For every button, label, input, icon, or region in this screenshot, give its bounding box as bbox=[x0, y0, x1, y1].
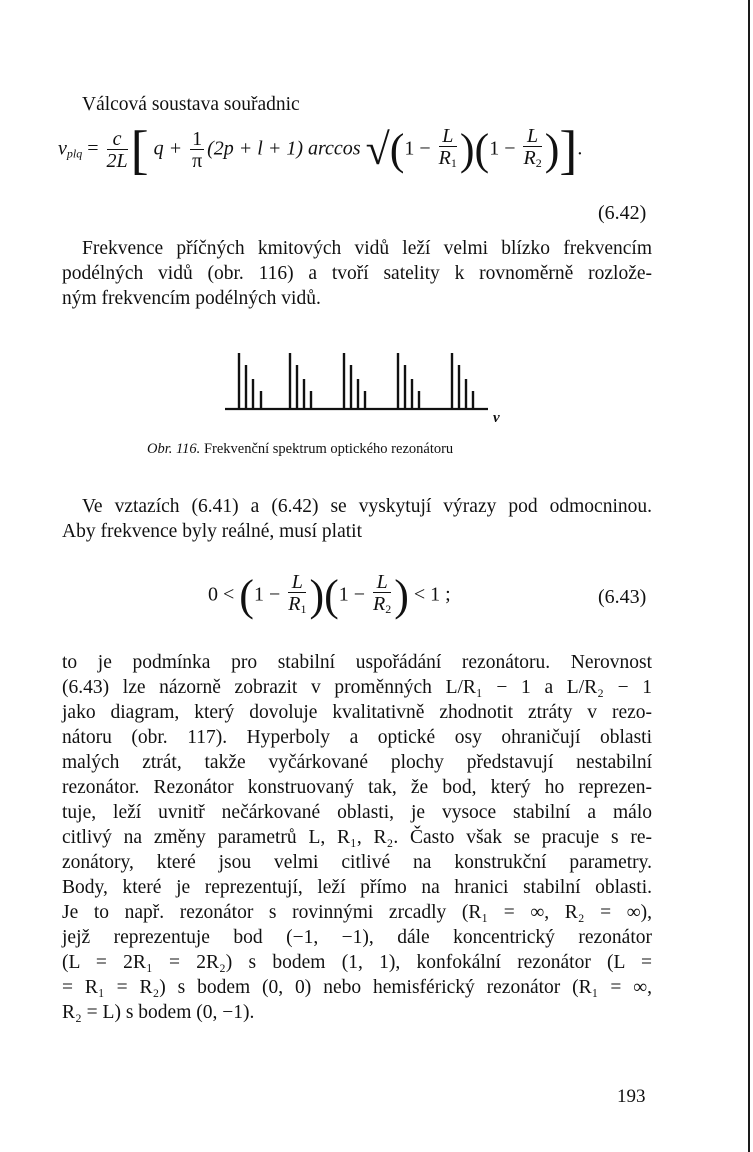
eq-mid-term: (2p + l + 1) arccos bbox=[207, 137, 361, 160]
fraction-1-over-pi bbox=[190, 129, 204, 172]
text-line: Je to např. rezonátor s rovinnými zrcadly (R₁ = ∞, R₂ = ∞), bbox=[62, 902, 652, 923]
frac-den: π bbox=[192, 149, 203, 172]
frac-den-var: R bbox=[438, 147, 451, 169]
frac-den-var: R bbox=[373, 593, 386, 615]
paren-open: ( bbox=[324, 571, 339, 620]
page-edge-border bbox=[748, 0, 750, 1152]
text-line: tuje, leží uvnitř nečárkované oblasti, je vysoce stabilní a málo bbox=[62, 802, 652, 823]
frac-den-var: R bbox=[288, 593, 301, 615]
eq-lhs: v bbox=[58, 137, 67, 160]
eq-right: < 1 ; bbox=[413, 583, 451, 606]
nu-axis-label: ν bbox=[493, 410, 500, 426]
frac-den bbox=[288, 593, 306, 620]
text-line: citlivý na změny parametrů L, R₁, R₂. Často však se pracuje s re- bbox=[62, 827, 652, 848]
eq-left: 0 < bbox=[208, 583, 235, 606]
paren-open: ( bbox=[389, 125, 405, 174]
frac-den bbox=[373, 593, 391, 620]
text-line: Aby frekvence byly reálné, musí platit bbox=[62, 521, 362, 542]
eq-q-plus: q + bbox=[153, 137, 183, 160]
fraction-L-over-R2 bbox=[373, 572, 391, 620]
spectrum-bars bbox=[225, 353, 488, 409]
frac-num: 1 bbox=[192, 127, 203, 150]
one-minus: 1 − bbox=[338, 583, 366, 606]
frac-num: L bbox=[373, 572, 391, 593]
frac-den-var: R bbox=[523, 147, 536, 169]
equation-6-43 bbox=[208, 572, 451, 620]
text-line: podélných vidů (obr. 116) a tvoří satelity k rovnoměrně rozlože- bbox=[62, 263, 652, 284]
text-line: rezonátor. Rezonátor konstruovaný tak, že bod, který ho reprezen- bbox=[62, 777, 652, 798]
frac-num: L bbox=[288, 572, 306, 593]
equation-6-42 bbox=[58, 120, 583, 180]
text-line: zonátory, které jsou velmi citlivé na konstrukční parametry. bbox=[62, 852, 652, 873]
text-line: Body, které je reprezentují, leží přímo na hranici stabilní oblasti. bbox=[62, 877, 652, 898]
fraction-c-over-2L bbox=[107, 129, 128, 172]
section-heading bbox=[62, 92, 652, 117]
frac-den-sub: 1 bbox=[300, 602, 307, 616]
text-line: jako diagram, který dovoluje kvalitativně zhodnotit ztráty v rezo- bbox=[62, 702, 652, 723]
paren-close: ) bbox=[544, 125, 560, 174]
one-minus: 1 − bbox=[404, 137, 431, 160]
section-heading-text: Válcová soustava souřadnic bbox=[82, 94, 300, 115]
paragraph-2 bbox=[62, 494, 652, 544]
frac-den-sub: 2 bbox=[385, 602, 392, 616]
paragraph-3 bbox=[62, 650, 652, 1025]
paren-open: ( bbox=[239, 571, 254, 620]
one-minus: 1 − bbox=[253, 583, 281, 606]
eq-end-period: . bbox=[577, 137, 583, 160]
open-bracket: [ bbox=[130, 120, 149, 180]
text-line: to je podmínka pro stabilní uspořádání rezonátoru. Nerovnost bbox=[62, 652, 652, 673]
paragraph-1 bbox=[62, 236, 652, 311]
text-line: (6.43) lze názorně zobrazit v proměnných L/R₁ − 1 a L/R₂ − 1 bbox=[62, 677, 652, 698]
frac-num: L bbox=[523, 126, 541, 147]
page-number: 193 bbox=[617, 1086, 646, 1107]
eq-lhs-sub: plq bbox=[66, 146, 83, 161]
caption-label: Obr. 116. bbox=[147, 441, 201, 457]
fraction-L-over-R1 bbox=[439, 126, 457, 174]
text-line: ným frekvencím podélných vidů. bbox=[62, 288, 321, 309]
figure-caption bbox=[147, 441, 453, 458]
text-line: (L = 2R₁ = 2R₂) s bodem (1, 1), konfokální rezonátor (L = bbox=[62, 952, 652, 973]
text-line: jejž reprezentuje bod (−1, −1), dále koncentrický rezonátor bbox=[62, 927, 652, 948]
frac-den: 2L bbox=[106, 149, 128, 172]
paren-close: ) bbox=[394, 571, 409, 620]
paren-close: ) bbox=[459, 125, 475, 174]
equation-number-6-42: (6.42) bbox=[598, 202, 647, 224]
frac-num: c bbox=[107, 129, 128, 150]
frac-num: L bbox=[439, 126, 457, 147]
equation-number-6-43: (6.43) bbox=[598, 586, 647, 608]
text-line: nátoru (obr. 117). Hyperboly a optické osy ohraničují oblasti bbox=[62, 727, 652, 748]
sqrt-symbol: √ bbox=[365, 125, 390, 174]
close-bracket: ] bbox=[559, 120, 578, 180]
frac-den-sub: 2 bbox=[535, 156, 542, 170]
text-line: = R₁ = R₂) s bodem (0, 0) nebo hemisférický rezonátor (R₁ = ∞, bbox=[62, 977, 652, 998]
fraction-L-over-R1 bbox=[288, 572, 306, 620]
eq-equals: = bbox=[87, 137, 99, 160]
text-line: Frekvence příčných kmitových vidů leží velmi blízko frekvencím bbox=[82, 238, 652, 259]
text-line: Ve vztazích (6.41) a (6.42) se vyskytují výrazy pod odmocninou. bbox=[82, 496, 652, 517]
paren-close: ) bbox=[309, 571, 325, 620]
fraction-L-over-R2 bbox=[523, 126, 541, 174]
paren-open: ( bbox=[474, 125, 490, 174]
text-line: R₂ = L) s bodem (0, −1). bbox=[62, 1002, 255, 1023]
text-line: malých ztrát, takže vyčárkované plochy představují nestabilní bbox=[62, 752, 652, 773]
caption-text: Frekvenční spektrum optického rezonátoru bbox=[203, 441, 454, 457]
spectrum-figure bbox=[220, 340, 520, 430]
frac-den bbox=[523, 147, 541, 174]
frac-den-sub: 1 bbox=[450, 156, 457, 170]
one-minus: 1 − bbox=[489, 137, 516, 160]
frac-den bbox=[439, 147, 457, 174]
